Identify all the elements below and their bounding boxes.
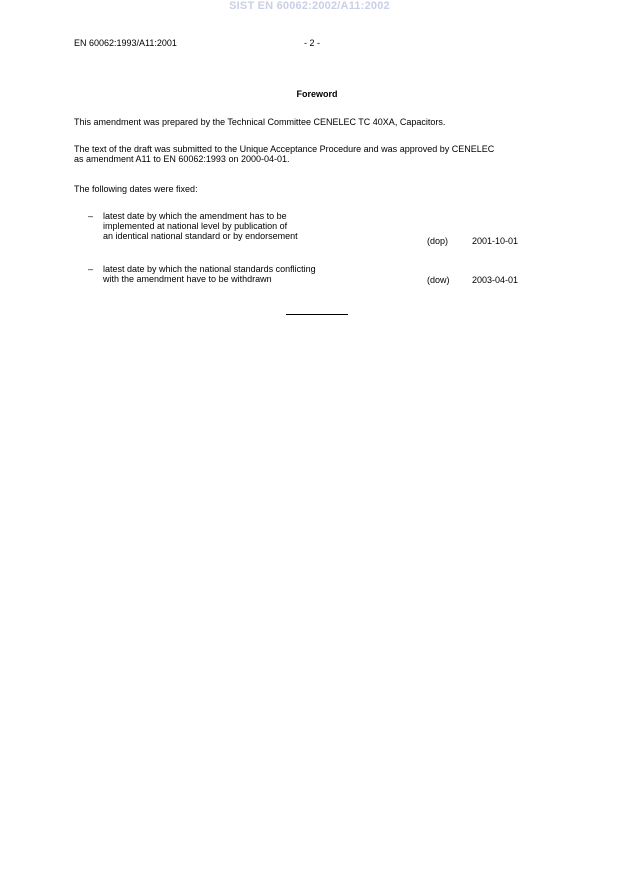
paragraph-dates-intro: The following dates were fixed:	[74, 184, 198, 194]
date-item-line: an identical national standard or by endorsement	[103, 231, 298, 241]
paragraph-committee: This amendment was prepared by the Technical Committee CENELEC TC 40XA, Capacitors.	[74, 117, 446, 127]
date-item-line: latest date by which the national standards conflicting	[103, 264, 316, 274]
date-item-dop	[88, 211, 538, 251]
date-item-line: with the amendment have to be withdrawn	[103, 274, 272, 284]
paragraph-approval-line-1: The text of the draft was submitted to the Unique Acceptance Procedure and was approved by CENELEC	[74, 144, 495, 154]
watermark-title: SIST EN 60062:2002/A11:2002	[229, 0, 390, 12]
date-item-dow	[88, 264, 538, 288]
section-title: Foreword	[296, 89, 338, 99]
paragraph-approval-line-2: as amendment A11 to EN 60062:1993 on 2000-04-01.	[74, 154, 290, 164]
date-item-description	[103, 264, 423, 284]
list-dash: –	[88, 264, 94, 274]
paragraph-approval	[74, 144, 574, 164]
page-number: - 2 -	[304, 38, 321, 48]
date-item-value: 2003-04-01	[472, 275, 519, 285]
end-rule-divider	[286, 314, 348, 315]
list-dash: –	[88, 211, 94, 221]
date-item-value: 2001-10-01	[472, 236, 519, 246]
date-item-line: implemented at national level by publication of	[103, 221, 288, 231]
date-item-abbreviation: (dow)	[427, 275, 450, 285]
date-item-abbreviation: (dop)	[427, 236, 449, 246]
date-item-description	[103, 211, 423, 241]
date-item-line: latest date by which the amendment has to be	[103, 211, 287, 221]
document-reference: EN 60062:1993/A11:2001	[74, 38, 177, 48]
